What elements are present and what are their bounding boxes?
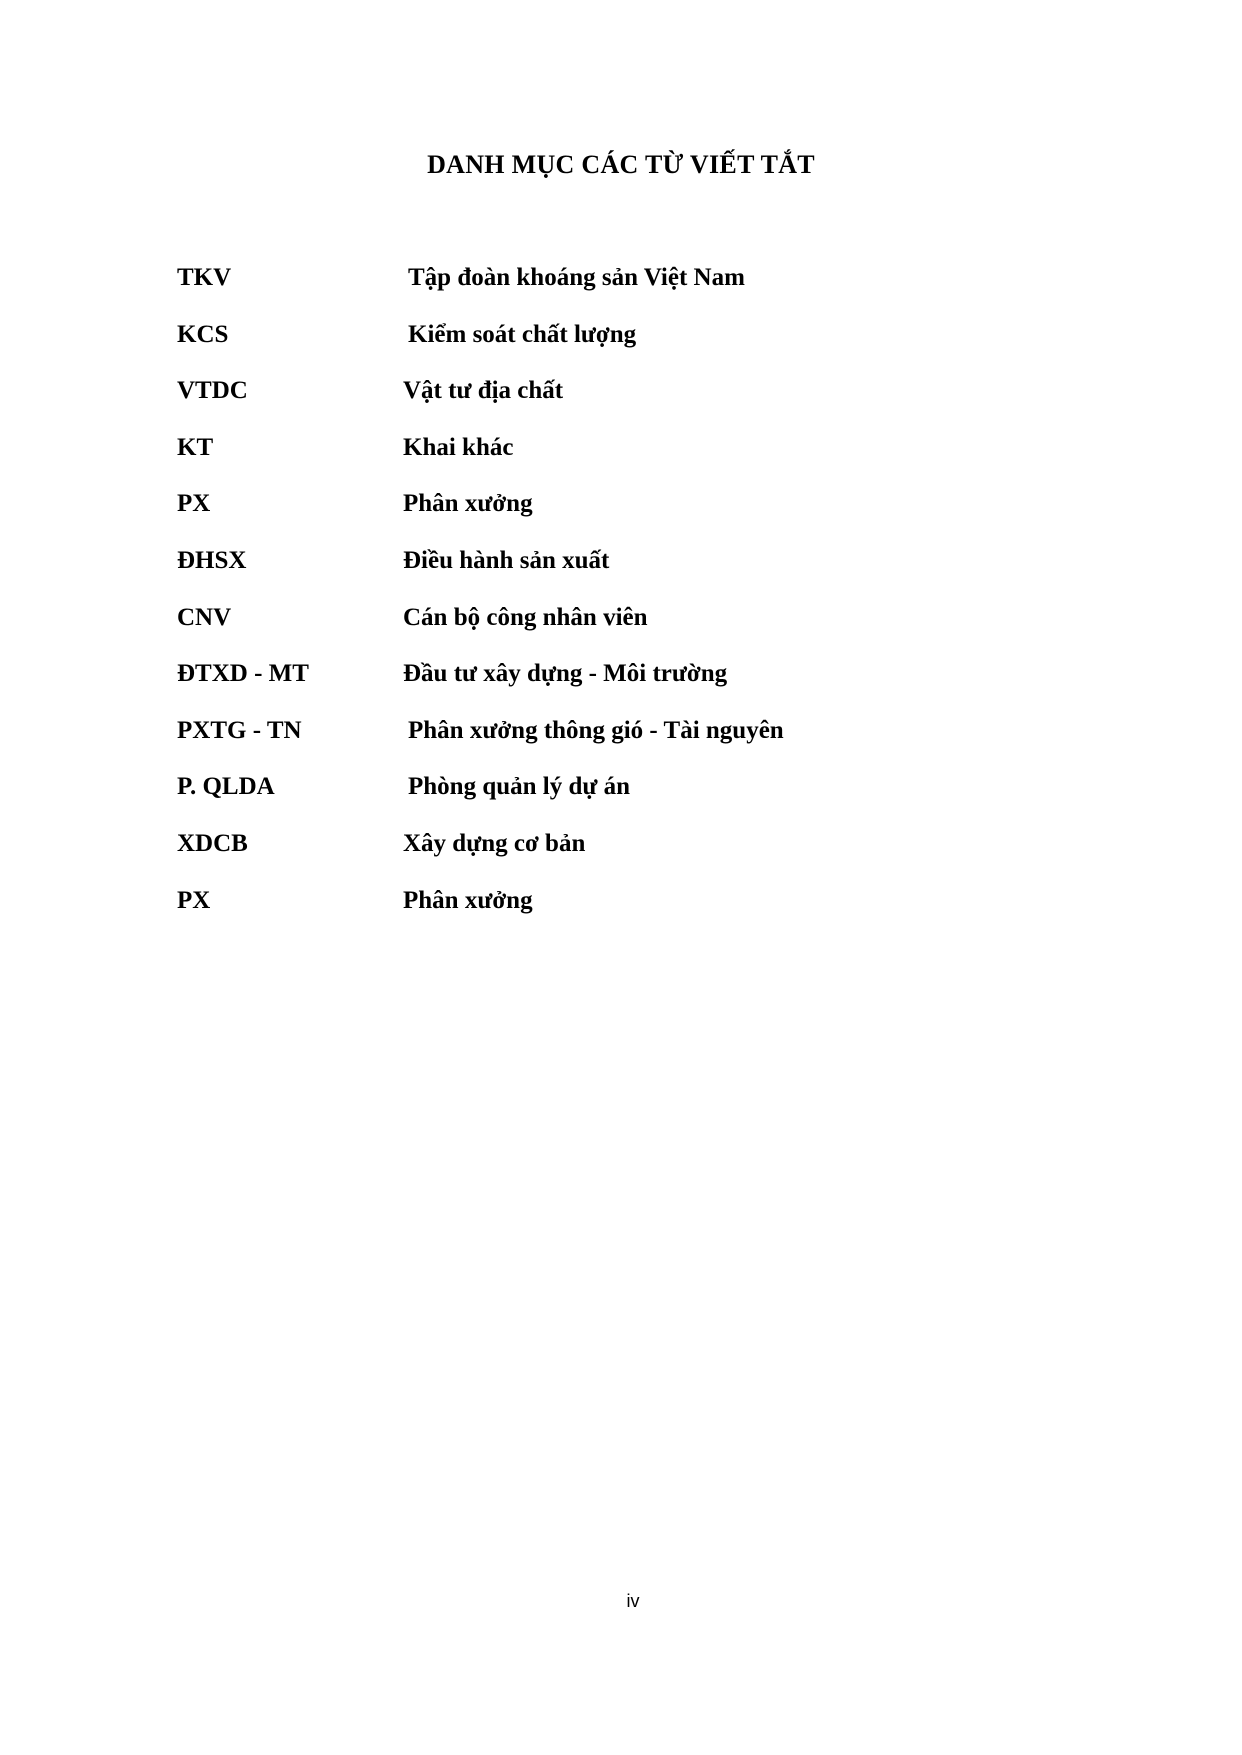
abbreviation-row [177,658,1077,715]
abbreviation-code: XDCB [177,829,248,857]
abbreviation-row [177,375,1077,432]
abbreviation-meaning: Phân xưởng [403,886,533,914]
abbreviation-row [177,771,1077,828]
abbreviation-code: KCS [177,320,229,348]
abbreviation-code: CNV [177,603,232,631]
page-number: iv [626,1591,640,1611]
abbreviation-code: TKV [177,264,232,291]
abbreviation-code: PX [177,886,211,914]
abbreviation-meaning: Điều hành sản xuất [403,546,610,574]
abbreviation-meaning: Cán bộ công nhân viên [403,603,648,631]
abbreviation-row [177,828,1077,885]
abbreviation-meaning: Phòng quản lý dự án [408,773,631,801]
abbreviation-row [177,262,1077,319]
page-title: DANH MỤC CÁC TỪ VIẾT TẮT [427,150,815,179]
abbreviation-meaning: Đầu tư xây dựng - Môi trường [403,660,728,688]
abbreviation-row [177,432,1077,489]
abbreviation-code: PX [177,490,211,518]
abbreviation-row [177,715,1077,772]
abbreviation-code: ĐTXD - MT [177,660,309,688]
abbreviation-code: KT [177,433,214,461]
abbreviation-row [177,545,1077,602]
abbreviation-row [177,488,1077,545]
abbreviation-row [177,602,1077,659]
abbreviation-code: PXTG - TN [177,716,302,744]
abbreviation-meaning: Phân xưởng [403,490,533,518]
abbreviation-code: VTDC [177,377,248,405]
abbreviation-row [177,319,1077,376]
abbreviation-code: ĐHSX [177,546,247,574]
abbreviation-row [177,885,1077,942]
abbreviation-meaning: Phân xưởng thông gió - Tài nguyên [408,716,784,744]
abbreviation-meaning: Xây dựng cơ bản [403,829,586,857]
abbreviation-code: P. QLDA [177,773,275,801]
abbreviation-meaning: Vật tư địa chất [403,377,564,405]
abbreviation-meaning: Khai khác [403,433,514,461]
abbreviation-meaning: Tập đoàn khoáng sản Việt Nam [408,264,745,291]
abbreviation-meaning: Kiểm soát chất lượng [408,320,637,348]
abbreviation-list [177,262,1077,941]
